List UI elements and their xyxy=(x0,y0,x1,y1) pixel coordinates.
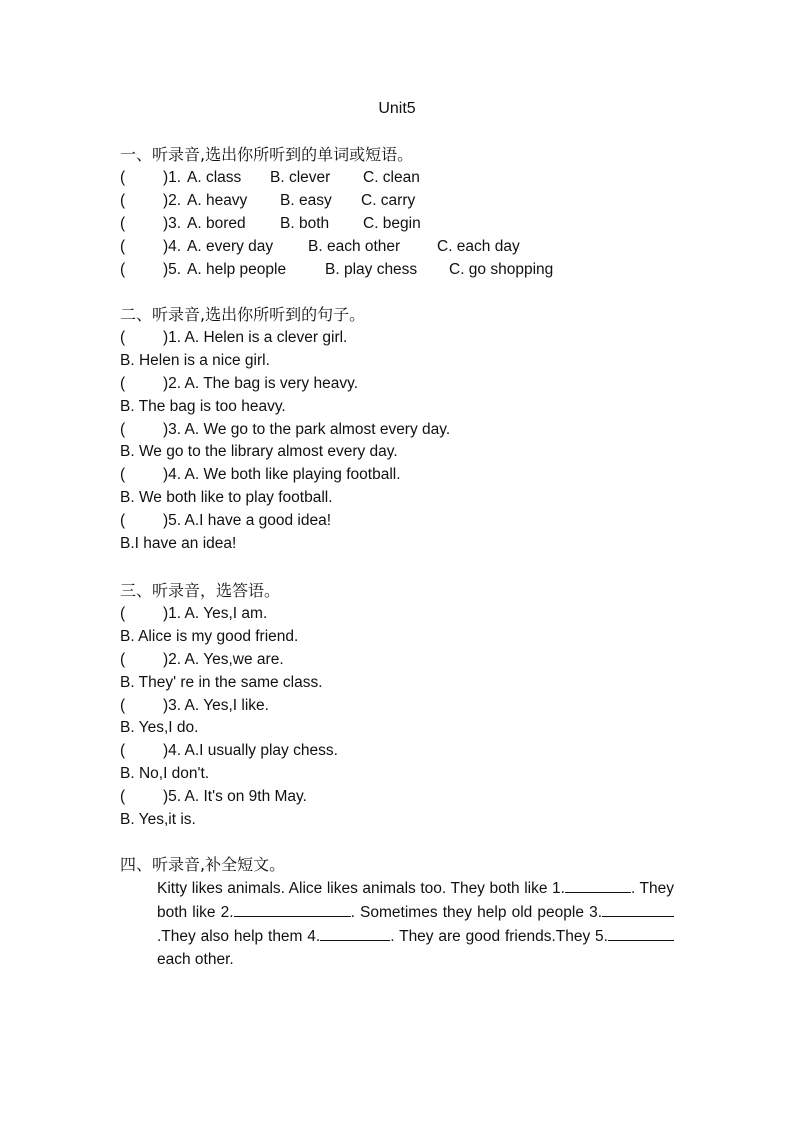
option-b: B. clever xyxy=(270,169,331,186)
passage-text: each other. xyxy=(157,950,234,968)
section-1-heading: 一、听录音,选出你所听到的单词或短语。 xyxy=(120,145,414,164)
answer-paren: ( xyxy=(120,788,126,806)
option-b: B. both xyxy=(280,214,330,232)
option-a-text: )5. A. It's on 9th May. xyxy=(163,788,307,806)
answer-paren: ( xyxy=(120,169,126,186)
answer-paren: ( xyxy=(120,191,126,209)
option-a-text: )1. A. Helen is a clever girl. xyxy=(163,329,348,346)
option-a-text: )2. A. Yes,we are. xyxy=(163,650,284,668)
passage-text: . They both like 2. xyxy=(157,880,674,921)
blank-4[interactable] xyxy=(320,925,390,941)
question-option-a xyxy=(120,373,676,396)
answer-paren: ( xyxy=(120,420,126,438)
question-option-a xyxy=(120,740,676,763)
question-option-b: B.I have an idea! xyxy=(120,535,237,553)
option-c: C. go shopping xyxy=(449,260,554,278)
section-3-heading: 三、听录音，选答语。 xyxy=(120,581,281,600)
answer-paren: ( xyxy=(120,696,126,714)
question-option-a xyxy=(120,464,676,487)
passage-text: .They also help them 4. xyxy=(157,927,321,945)
section-4-heading: 四、听录音,补全短文。 xyxy=(120,855,286,874)
question-option-a xyxy=(120,695,676,718)
blank-2[interactable] xyxy=(234,901,351,917)
question-option-a xyxy=(120,419,676,442)
answer-paren: ( xyxy=(120,466,126,484)
section-4 xyxy=(120,853,674,972)
question-row xyxy=(120,259,676,282)
option-a: A. bored xyxy=(187,214,246,232)
blank-3[interactable] xyxy=(602,901,674,917)
question-option-a xyxy=(120,327,676,350)
question-option-b: B. We go to the library almost every day. xyxy=(120,443,398,461)
option-c: C. each day xyxy=(437,237,520,255)
cloze-passage xyxy=(120,877,674,972)
option-c: C. clean xyxy=(363,169,420,186)
blank-1[interactable] xyxy=(565,877,631,893)
question-option-b: B. Yes,I do. xyxy=(120,719,199,737)
question-option-b: B. They' re in the same class. xyxy=(120,673,323,691)
option-a-text: )3. A. Yes,I like. xyxy=(163,696,269,714)
question-option-b: B. No,I don't. xyxy=(120,765,210,783)
option-a: A. heavy xyxy=(187,191,248,209)
section-3 xyxy=(120,579,676,832)
option-a: A. help people xyxy=(187,260,287,278)
question-number: )2. xyxy=(163,191,182,209)
question-option-b: B. The bag is too heavy. xyxy=(120,397,286,415)
option-a-text: )3. A. We go to the park almost every day. xyxy=(163,420,451,438)
option-c: C. begin xyxy=(363,214,421,232)
option-a-text: )4. A. We both like playing football. xyxy=(163,466,401,484)
question-number: )3. xyxy=(163,214,182,232)
question-number: )1. xyxy=(163,169,182,186)
answer-paren: ( xyxy=(120,742,126,760)
answer-paren: ( xyxy=(120,374,126,392)
option-b: B. easy xyxy=(280,191,332,209)
question-option-b: B. Alice is my good friend. xyxy=(120,627,299,645)
option-a: A. every day xyxy=(187,237,274,255)
question-option-a xyxy=(120,603,676,626)
question-row xyxy=(120,190,676,213)
passage-text: Kitty likes animals. Alice likes animals too. They both like 1. xyxy=(157,880,565,897)
question-number: )4. xyxy=(163,237,182,255)
blank-5[interactable] xyxy=(608,925,674,941)
option-a-text: )5. A.I have a good idea! xyxy=(163,512,332,530)
passage-text: . They are good friends.They 5. xyxy=(390,927,608,945)
option-a-text: )4. A.I usually play chess. xyxy=(163,742,338,760)
option-b: B. play chess xyxy=(325,260,418,278)
question-option-a xyxy=(120,786,676,809)
question-option-b: B. Helen is a nice girl. xyxy=(120,351,270,369)
option-a-text: )2. A. The bag is very heavy. xyxy=(163,374,358,392)
answer-paren: ( xyxy=(120,237,126,255)
answer-paren: ( xyxy=(120,512,126,530)
question-option-a xyxy=(120,649,676,672)
question-row xyxy=(120,213,676,236)
question-row xyxy=(120,167,676,190)
answer-paren: ( xyxy=(120,650,126,668)
question-option-b: B. We both like to play football. xyxy=(120,489,333,507)
section-2-heading: 二、听录音,选出你所听到的句子。 xyxy=(120,305,366,324)
section-2 xyxy=(120,303,676,556)
answer-paren: ( xyxy=(120,329,126,346)
question-row xyxy=(120,236,676,259)
option-a: A. class xyxy=(187,169,242,186)
passage-text: . Sometimes they help old people 3. xyxy=(350,903,602,921)
question-number: )5. xyxy=(163,260,182,278)
answer-paren: ( xyxy=(120,214,126,232)
option-c: C. carry xyxy=(361,191,416,209)
page-title: Unit5 xyxy=(378,100,416,117)
question-option-b: B. Yes,it is. xyxy=(120,811,196,829)
option-b: B. each other xyxy=(308,237,401,255)
answer-paren: ( xyxy=(120,605,126,622)
question-option-a xyxy=(120,510,676,533)
option-a-text: )1. A. Yes,I am. xyxy=(163,605,268,622)
answer-paren: ( xyxy=(120,260,126,278)
section-1 xyxy=(120,143,676,281)
